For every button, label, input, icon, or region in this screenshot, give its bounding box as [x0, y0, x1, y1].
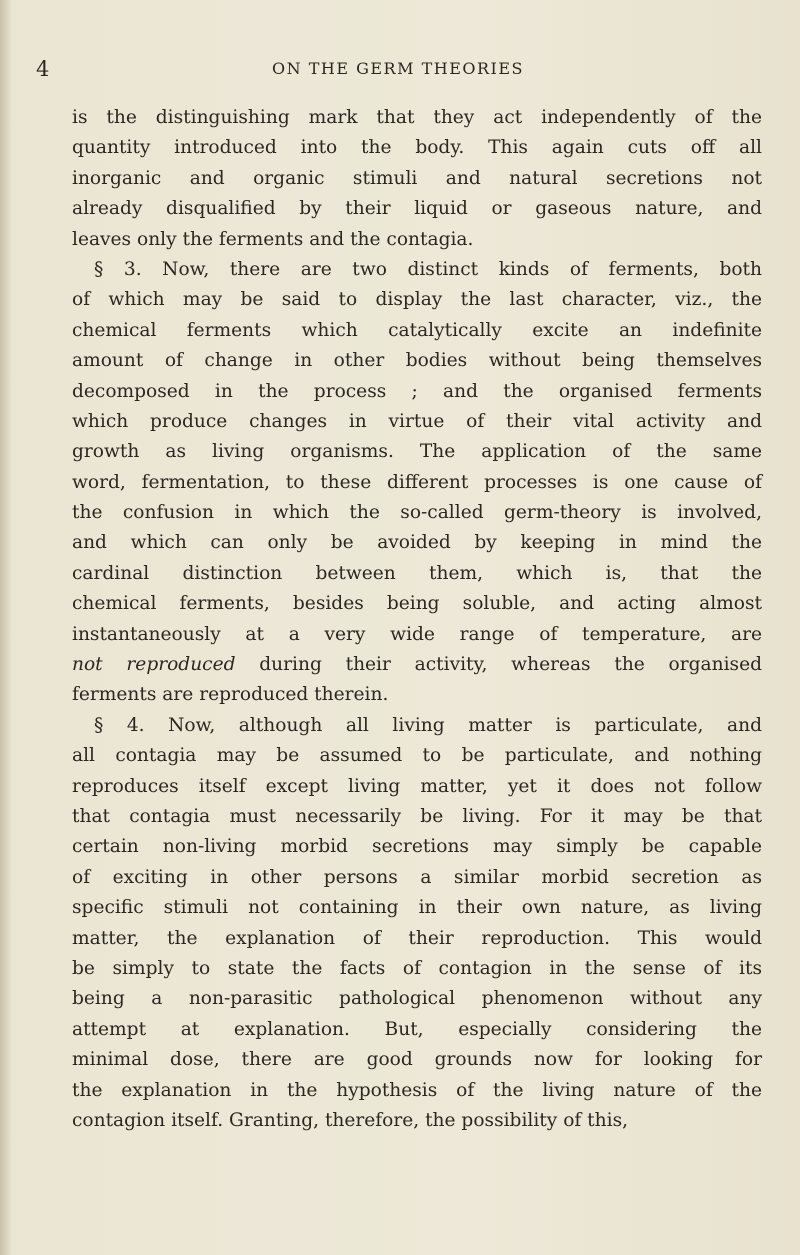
- text-line: inorganic and organic stimuli and natural secretions not: [72, 167, 762, 189]
- text-line: the explanation in the hypothesis of the living nature of the: [72, 1079, 762, 1101]
- italic-word: not: [72, 654, 103, 676]
- text-line: the confusion in which the so-called germ-theory is involved,: [72, 502, 762, 524]
- page-gutter: [0, 0, 10, 1255]
- text-line: amount of change in other bodies without being themselves: [72, 350, 762, 372]
- page-number: 4: [36, 57, 50, 81]
- text-line: instantaneously at a very wide range of temperature, are: [72, 623, 762, 645]
- text-line: chemical ferments, besides being soluble, and acting almost: [72, 593, 762, 615]
- text-line: attempt at explanation. But, especially considering the: [72, 1018, 762, 1040]
- text-line: ferments are reproduced therein.: [72, 684, 389, 706]
- text-line: reproduces itself except living matter, yet it does not follow: [72, 775, 762, 797]
- text-line: § 3. Now, there are two distinct kinds of ferments, both: [94, 258, 762, 280]
- text-line: minimal dose, there are good grounds now for looking for: [72, 1049, 762, 1071]
- text-line: cardinal distinction between them, which is, that the: [72, 562, 762, 584]
- text-line: word, fermentation, to these different processes is one cause of: [72, 471, 762, 493]
- text-line: of exciting in other persons a similar morbid secretion as: [72, 866, 762, 888]
- text-line: already disqualified by their liquid or gaseous nature, and: [72, 198, 762, 220]
- text-line: of which may be said to display the last character, viz., the: [72, 289, 762, 311]
- text-line: specific stimuli not containing in their own nature, as living: [72, 897, 762, 919]
- italic-word: reproduced: [126, 654, 236, 676]
- text-line: certain non-living morbid secretions may simply be capable: [72, 836, 762, 858]
- text-line: decomposed in the process ; and the organised ferments: [72, 380, 762, 402]
- text-line: contagion itself. Granting, therefore, the possibility of this,: [72, 1109, 629, 1131]
- page-header: [36, 54, 760, 84]
- text-line: leaves only the ferments and the contagia.: [72, 228, 474, 250]
- text-line: all contagia may be assumed to be particulate, and nothing: [72, 745, 762, 767]
- text-line: being a non-parasitic pathological phenomenon without any: [72, 988, 762, 1010]
- text-line: be simply to state the facts of contagion in the sense of its: [72, 957, 762, 979]
- text-line: that contagia must necessarily be living. For it may be that: [72, 805, 762, 827]
- text-line: which produce changes in virtue of their vital activity and: [72, 410, 762, 432]
- text-line: chemical ferments which catalytically excite an indefinite: [72, 319, 762, 341]
- text-line: matter, the explanation of their reproduction. This would: [72, 927, 762, 949]
- text-line: § 4. Now, although all living matter is particulate, and: [94, 714, 762, 736]
- text-line: and which can only be avoided by keeping in mind the: [72, 532, 762, 554]
- body-text: [72, 103, 762, 1136]
- text-line: is the distinguishing mark that they act independently of the: [72, 107, 762, 128]
- text-fragment: during their activity, whereas the organised: [259, 654, 762, 676]
- text-line-mixed: [72, 650, 762, 680]
- text-line: growth as living organisms. The application of the same: [72, 441, 762, 463]
- text-line: quantity introduced into the body. This again cuts off all: [72, 137, 762, 159]
- running-title: ON THE GERM THEORIES: [272, 59, 524, 78]
